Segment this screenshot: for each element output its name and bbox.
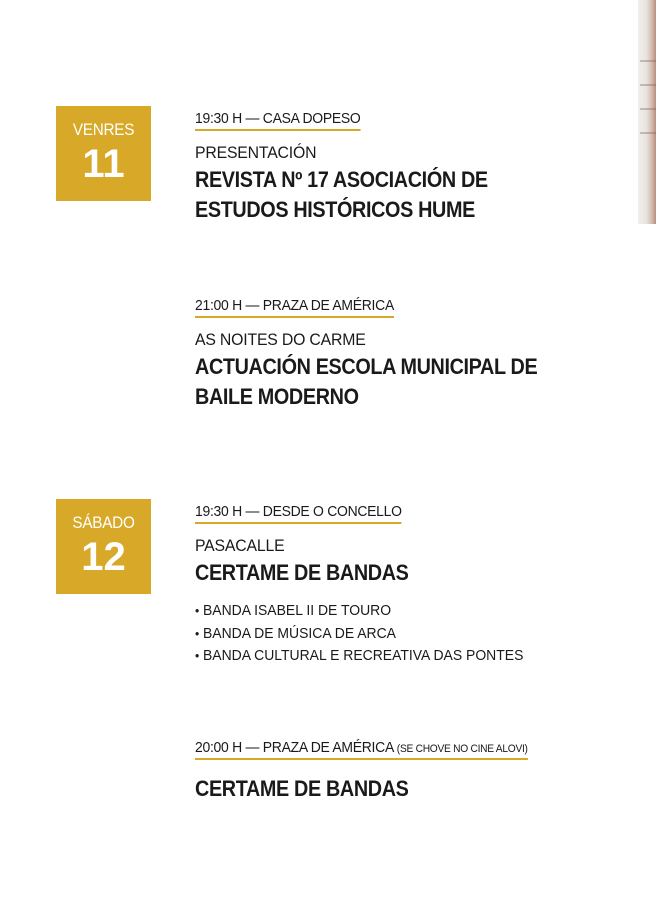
list-item [195, 600, 548, 623]
bullet-icon: • [195, 625, 200, 641]
event-time-note: (SE CHOVE NO CINE ALOVI) [396, 743, 528, 755]
bullet-icon: • [195, 603, 200, 618]
event-time: 19:30 H — CASA DOPESO [195, 110, 360, 131]
event-time-text: 20:00 H — PRAZA DE AMÉRICA [195, 739, 394, 756]
day-number: 11 [82, 142, 125, 186]
photo-edge [638, 0, 656, 224]
day-name: VENRES [72, 120, 135, 139]
band-name: BANDA DE MÚSICA DE ARCA [202, 624, 396, 642]
event-1 [195, 110, 575, 225]
date-badge-sabado [56, 499, 151, 594]
event-4 [195, 739, 575, 804]
event-title: REVISTA Nº 17 ASOCIACIÓN DE ESTUDOS HISTÓRICOS HUME [195, 167, 488, 222]
event-title: CERTAME DE BANDAS [195, 560, 409, 585]
bullet-icon: • [195, 648, 200, 663]
event-time: 19:30 H — DESDE O CONCELLO [195, 503, 402, 524]
event-subtitle: AS NOITES DO CARME [195, 330, 366, 349]
list-item [195, 623, 548, 646]
date-badge-venres [56, 106, 151, 201]
event-time: 21:00 H — PRAZA DE AMÉRICA [195, 297, 394, 318]
event-2 [195, 297, 575, 412]
band-list [195, 600, 575, 668]
event-time [195, 739, 528, 760]
day-name: SÁBADO [72, 513, 135, 532]
list-item [195, 645, 548, 668]
band-name: BANDA ISABEL II DE TOURO [202, 602, 392, 619]
day-number: 12 [81, 535, 126, 579]
band-name: BANDA CULTURAL E RECREATIVA DAS PONTES [202, 647, 524, 664]
event-subtitle: PRESENTACIÓN [195, 143, 317, 162]
event-title: CERTAME DE BANDAS [195, 776, 409, 801]
event-3 [195, 503, 575, 668]
event-title: ACTUACIÓN ESCOLA MUNICIPAL DE BAILE MODERNO [195, 354, 538, 409]
event-subtitle: PASACALLE [195, 536, 285, 555]
